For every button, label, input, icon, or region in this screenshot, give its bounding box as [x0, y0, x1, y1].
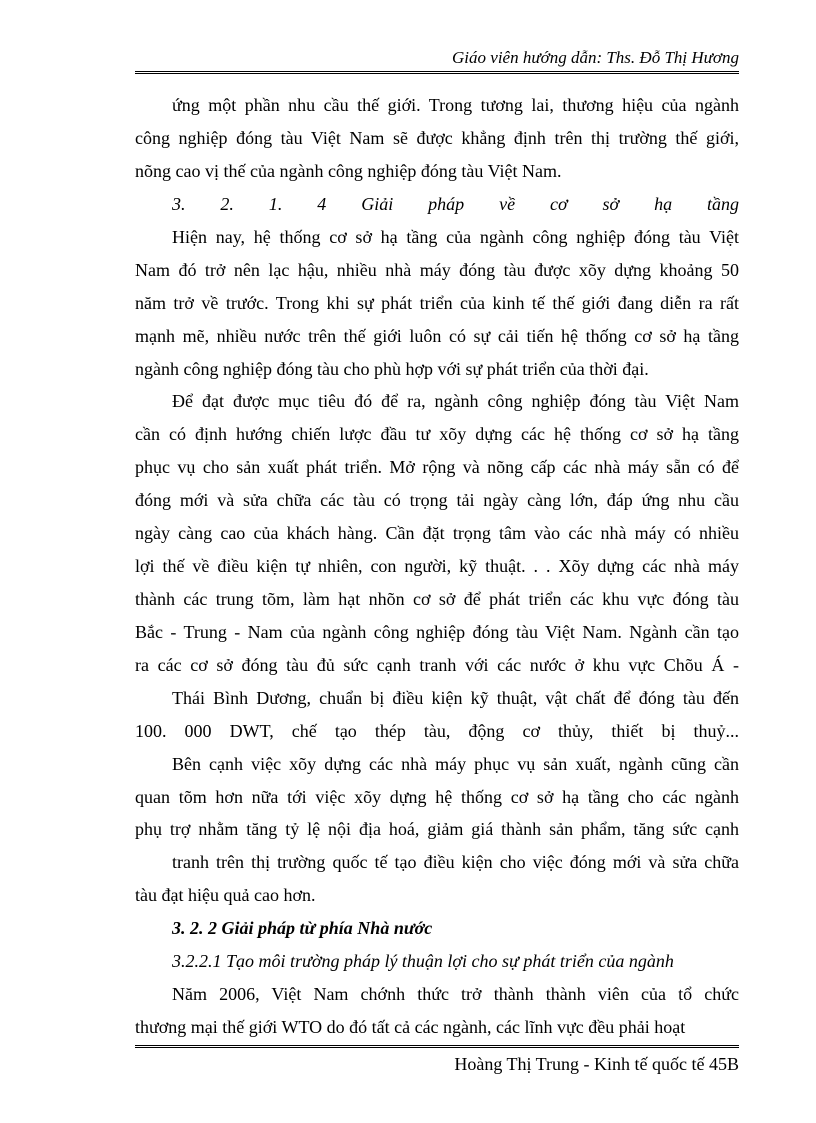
body-line: mạnh mẽ, nhiều nước trên thế giới luôn có sự cải tiến hệ thống cơ sở hạ tầng: [135, 326, 739, 346]
body-line: ngày càng cao của khách hàng. Cần đặt trọng tâm vào các nhà máy có nhiều: [135, 523, 739, 543]
body-line: ngành công nghiệp đóng tàu cho phù hợp với sự phát triển của thời đại.: [135, 359, 649, 379]
section-heading: 3. 2. 2 Giải pháp từ phía Nhà nước: [172, 918, 433, 938]
body-line: 100. 000 DWT, chế tạo thép tàu, động cơ thủy, thiết bị thuỷ...: [135, 721, 739, 741]
body-line: ra các cơ sở đóng tàu đủ sức cạnh tranh với các nước ở khu vực Chõu Á -: [135, 655, 739, 675]
body-line: Nam đó trở nên lạc hậu, nhiều nhà máy đóng tàu được xõy dựng khoảng 50: [135, 260, 739, 280]
body-line: đóng mới và sửa chữa các tàu có trọng tải ngày càng lớn, đáp ứng nhu cầu: [135, 490, 739, 510]
body-line: Bên cạnh việc xõy dựng các nhà máy phục vụ sản xuất, ngành cũng cần: [172, 754, 739, 774]
body-line: thành các trung tõm, làm hạt nhõn cơ sở để phát triển các khu vực đóng tàu: [135, 589, 739, 609]
body-line: quan tõm hơn nữa tới việc xõy dựng hệ thống cơ sở hạ tầng cho các ngành: [135, 787, 739, 807]
body-line: Năm 2006, Việt Nam chớnh thức trở thành thành viên của tổ chức: [172, 984, 739, 1004]
body-line: Để đạt được mục tiêu đó để ra, ngành công nghiệp đóng tàu Việt Nam: [172, 391, 739, 411]
body-line: Hiện nay, hệ thống cơ sở hạ tầng của ngành công nghiệp đóng tàu Việt: [172, 227, 739, 247]
subsection-heading: 3.2.2.1 Tạo môi trường pháp lý thuận lợi cho sự phát triển của ngành: [172, 951, 674, 971]
body-line: ứng một phần nhu cầu thế giới. Trong tương lai, thương hiệu của ngành: [172, 95, 739, 115]
body-line: Bắc - Trung - Nam của ngành công nghiệp đóng tàu Việt Nam. Ngành cần tạo: [135, 622, 739, 642]
body-line: năm trở về trước. Trong khi sự phát triển của kinh tế thế giới đang diễn ra rất: [135, 293, 739, 313]
body-line: lợi thế về điều kiện tự nhiên, con người, kỹ thuật. . . Xõy dựng các nhà máy: [135, 556, 739, 576]
body-line: Thái Bình Dương, chuẩn bị điều kiện kỹ thuật, vật chất để đóng tàu đến: [172, 688, 739, 708]
section-heading: 3. 2. 1. 4 Giải pháp về cơ sở hạ tầng: [172, 194, 739, 214]
page-footer: Hoàng Thị Trung - Kinh tế quốc tế 45B: [454, 1054, 739, 1074]
page-header: Giáo viên hướng dẫn: Ths. Đỗ Thị Hương: [452, 48, 739, 67]
body-line: cần có định hướng chiến lược đầu tư xõy dựng các hệ thống cơ sở hạ tầng: [135, 424, 739, 444]
body-line: nõng cao vị thế của ngành công nghiệp đóng tàu Việt Nam.: [135, 161, 562, 181]
footer-divider: [135, 1045, 739, 1048]
body-line: tranh trên thị trường quốc tế tạo điều kiện cho việc đóng mới và sửa chữa: [172, 852, 739, 872]
body-line: thương mại thế giới WTO do đó tất cả các ngành, các lĩnh vực đều phải hoạt: [135, 1017, 686, 1037]
body-line: phụ trợ nhằm tăng tỷ lệ nội địa hoá, giảm giá thành sản phẩm, tăng sức cạnh: [135, 819, 739, 839]
header-divider: [135, 71, 739, 74]
body-line: phục vụ cho sản xuất phát triển. Mở rộng và nõng cấp các nhà máy sẵn có để: [135, 457, 739, 477]
body-line: tàu đạt hiệu quả cao hơn.: [135, 885, 316, 905]
body-line: công nghiệp đóng tàu Việt Nam sẽ được khẳng định trên thị trường thế giới,: [135, 128, 739, 148]
